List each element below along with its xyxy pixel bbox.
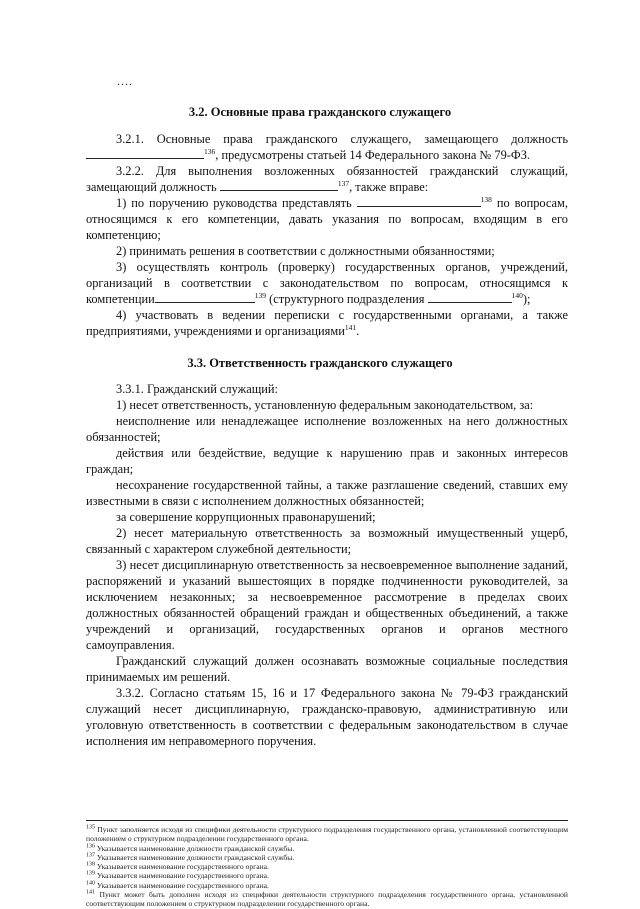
paragraph-awareness: Гражданский служащий должен осознавать возможные социальные последствия принимаемых им решений. [86, 654, 568, 684]
continuation-ellipsis: .... [117, 74, 133, 88]
list-item-1: 1) несет ответственность, установленную федеральным законодательством, за: [116, 398, 534, 412]
footnote-139: $^{139}$ Указывается наименование государственного органа. [86, 870, 269, 881]
footnote-141: $^{141}$ Пункт может быть дополнен исходя из специфики деятельности структурного подразделения государственного органа, установленной соответствующим положением о структурном подразделении государственного органа. [86, 889, 568, 909]
paragraph-3-3-1: 3.3.1. Гражданский служащий: [116, 382, 278, 396]
list-item-2: 2) принимать решения в соответствии с должностными обязанностями; [116, 244, 495, 258]
blank-position-field [86, 148, 204, 159]
list-item-1: 1) по поручению руководства представлять $^{138}$ по вопросам, относящимся к его компетенции, давать указания по вопросам, входящим в его компетенцию; [86, 194, 568, 242]
paragraph-3-2-2: 3.2.2. Для выполнения возложенных обязанностей гражданский служащий, замещающий должность $^{137}$, также вправе: [86, 164, 568, 194]
list-item-2: 2) несет материальную ответственность за возможный имущественный ущерб, связанный с характером служебной деятельности; [86, 526, 568, 556]
list-item-4: 4) участвовать в ведении переписки с государственными органами, а также предприятиями, учреждениями и организациями$^{141}$. [86, 308, 568, 338]
blank-position-field [220, 180, 338, 191]
list-item-3: 3) осуществлять контроль (проверку) государственных органов, учреждений, организаций в соответствии с законодательством по вопросам, относящимся к компетенции $^{139}$ (структурного подразделения $^{140}$); [86, 260, 568, 306]
sub-item: неисполнение или ненадлежащее исполнение возложенных на него должностных обязанностей; [86, 414, 568, 444]
footnotes [86, 825, 568, 909]
list-item-3: 3) несет дисциплинарную ответственность за несвоевременное выполнение заданий, распоряжений и указаний вышестоящих в порядке подчиненности руководителей, за исключением незаконных; за несвоевременное рассмотрение в пределах своих должностных обязанностей обращений граждан и общественных объединений, а также учреждений и организаций, государственных органов и органов местного самоуправления. [86, 558, 568, 652]
paragraph-3-2-1: 3.2.1. Основные права гражданского служащего, замещающего должность $^{136}$, предусмотрены статьей 14 Федерального закона № 79-ФЗ. [86, 131, 568, 163]
sub-item: несохранение государственной тайны, а также разглашение сведений, ставших ему известными в связи с исполнением должностных обязанностей; [86, 478, 568, 508]
blank-organ-field [155, 292, 255, 303]
footnote-140: $^{140}$ Указывается наименование государственного органа. [86, 880, 269, 890]
sub-item: действия или бездействие, ведущие к нарушению прав и законных интересов граждан; [86, 446, 568, 476]
sub-item: за совершение коррупционных правонарушений; [116, 510, 376, 524]
footnote-137: $^{137}$ Указывается наименование должности гражданской службы. [86, 852, 295, 862]
paragraph-3-3-2: 3.3.2. Согласно статьям 15, 16 и 17 Федерального закона № 79-ФЗ гражданский служащий несет дисциплинарную, гражданско-правовую, административную или уголовную ответственность в соответствии с федеральным законодательством в случае исполнения им неправомерного поручения. [86, 686, 568, 748]
section-3-2-body [86, 131, 568, 339]
footnote-138: $^{138}$ Указывается наименование государственного органа. [86, 861, 269, 872]
blank-organ-field [428, 292, 512, 303]
section-3-2-heading: 3.2. Основные права гражданского служащего [188, 105, 452, 119]
blank-organ-field [357, 196, 481, 207]
section-3-3-body [86, 381, 568, 749]
footnote-separator [86, 820, 568, 821]
section-3-3-heading: 3.3. Ответственность гражданского служащего [187, 356, 453, 370]
footnote-136: $^{136}$ Указывается наименование должности гражданской службы. [86, 843, 295, 853]
footnote-135: $^{135}$ Пункт заполняется исходя из специфики деятельности структурного подразделения государственного органа, установленной соответствующим положением о структурном подразделении государственного органа. [86, 824, 568, 844]
